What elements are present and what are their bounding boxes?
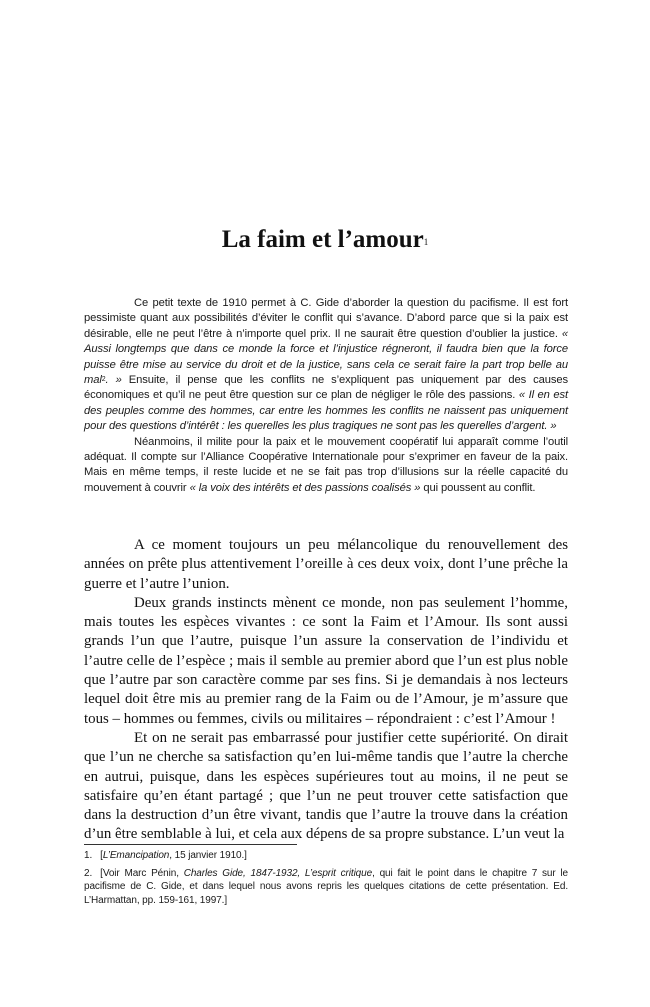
body-text xyxy=(84,536,568,845)
footnote-1-open: [ xyxy=(100,850,103,861)
body-paragraph: Et on ne serait pas embarrassé pour justifier cette supériorité. On dirait que l’un ne cherche sa satisfaction qu’en lui-même tandis que l’autre la cherche en autrui, puisque, dans les espèces supérieures tout au moins, il ne peut se satisfaire qu’en étant partagé ; que l’un ne peut trouver cette satisfaction que dans la destruction d’un être vivant, tandis que l’autre la trouve dans la création d’un être semblable à lui, et cela aux dépens de sa propre substance. L’un veut la xyxy=(84,729,568,843)
footnote-1 xyxy=(84,849,568,863)
intro-p1-quote-1-end: . » xyxy=(105,374,122,387)
footnote-divider xyxy=(84,844,297,845)
footnote-2-text-a: [Voir Marc Pénin, xyxy=(100,867,184,879)
footnotes xyxy=(84,849,568,911)
page-title-text: La faim et l’amour xyxy=(221,225,424,253)
footnote-2 xyxy=(84,867,568,908)
intro-p2-text-a: Néanmoins, il milite pour la paix et le mouvement coopératif lui apparaît comme l’outil adéquat. Il compte sur l’Alliance Coopérative Internationale pour s’exprimer en faveur de la paix. Mais en même temps, il reste lucide et ne se fait pas trop d’illusions sur la réelle capacité du mouvement à couvrir xyxy=(84,435,568,494)
intro-p1-text-a: Ce petit texte de 1910 permet à C. Gide d’aborder la question du pacifisme. Il est fort pessimiste quant aux possibilités d’éviter le conflit qui s’avance. D’abord parce que si la paix est désirable, elle ne peut l’être à n’importe quel prix. Il ne saurait être question d’oublier la justice. xyxy=(84,297,568,340)
intro-text xyxy=(84,296,568,496)
body-paragraph: Deux grands instincts mènent ce monde, non pas seulement l’homme, mais toutes les espèces vivantes : ce sont la Faim et l’Amour. Ils sont aussi grands l’un que l’autre, puisque l’un assure la conservation de l’individu et l’autre celle de l’espèce ; mais il semble au premier abord que l’un est plus noble que l’autre par son caractère comme par ses fins. Si je demandais à nos lecteurs lequel doit être mis au premier rang de la Faim ou de l’Amour, je m’assure que tous – hommes ou femmes, civils ou militaires – répondraient : c’est l’Amour ! xyxy=(84,594,568,727)
intro-p2-text-b: qui poussent au conflit. xyxy=(420,481,536,494)
footnote-2-text-b: , qui fait le point dans le chapitre 7 sur le pacifisme de C. Gide, et dans lequel nous avons repris les quelques citations de cette présentation. Ed. L’Harmattan, pp. 159-161, 1997.] xyxy=(84,867,569,906)
footnote-number: 2. xyxy=(84,867,93,879)
intro-paragraph-1 xyxy=(84,296,568,435)
intro-paragraph-2 xyxy=(84,435,568,497)
intro-p1-quote-2: « Il en est des peuples comme des hommes, car entre les hommes les conflits ne naissent pas uniquement pour des questions d’intérêt : les querelles les plus tragiques ne sont pas les querelles d’argent. » xyxy=(84,389,568,433)
footnote-ref-2[interactable]: 2 xyxy=(101,376,106,384)
footnote-1-rest: , 15 janvier 1910.] xyxy=(169,850,247,861)
intro-p1-text-b: Ensuite, il pense que les conflits ne s’expliquent pas uniquement par des causes économiques et qu’il ne peut être question sur ce plan de négliger le rôle des passions. xyxy=(84,374,568,402)
intro-p1-quote-1: « Aussi longtemps que dans ce monde la force et l’injustice régneront, il faudra bien que la force puisse être mise au service du droit et de la justice, sans cela ce serait faire la part trop belle au mal xyxy=(84,327,568,387)
footnote-ref-1[interactable]: 1 xyxy=(423,236,429,247)
intro-p2-quote: « la voix des intérêts et des passions coalisés » xyxy=(189,481,421,494)
footnote-number: 1. xyxy=(84,850,93,861)
footnote-2-title: Charles Gide, 1847-1932, L’esprit critique xyxy=(183,867,373,879)
page-title xyxy=(0,225,650,255)
footnote-1-title: L’Emancipation xyxy=(102,850,170,861)
body-paragraph: A ce moment toujours un peu mélancolique du renouvellement des années on prête plus attentivement l’oreille à ces deux voix, dont l’une prêche la guerre et l’autre l’union. xyxy=(84,537,568,592)
